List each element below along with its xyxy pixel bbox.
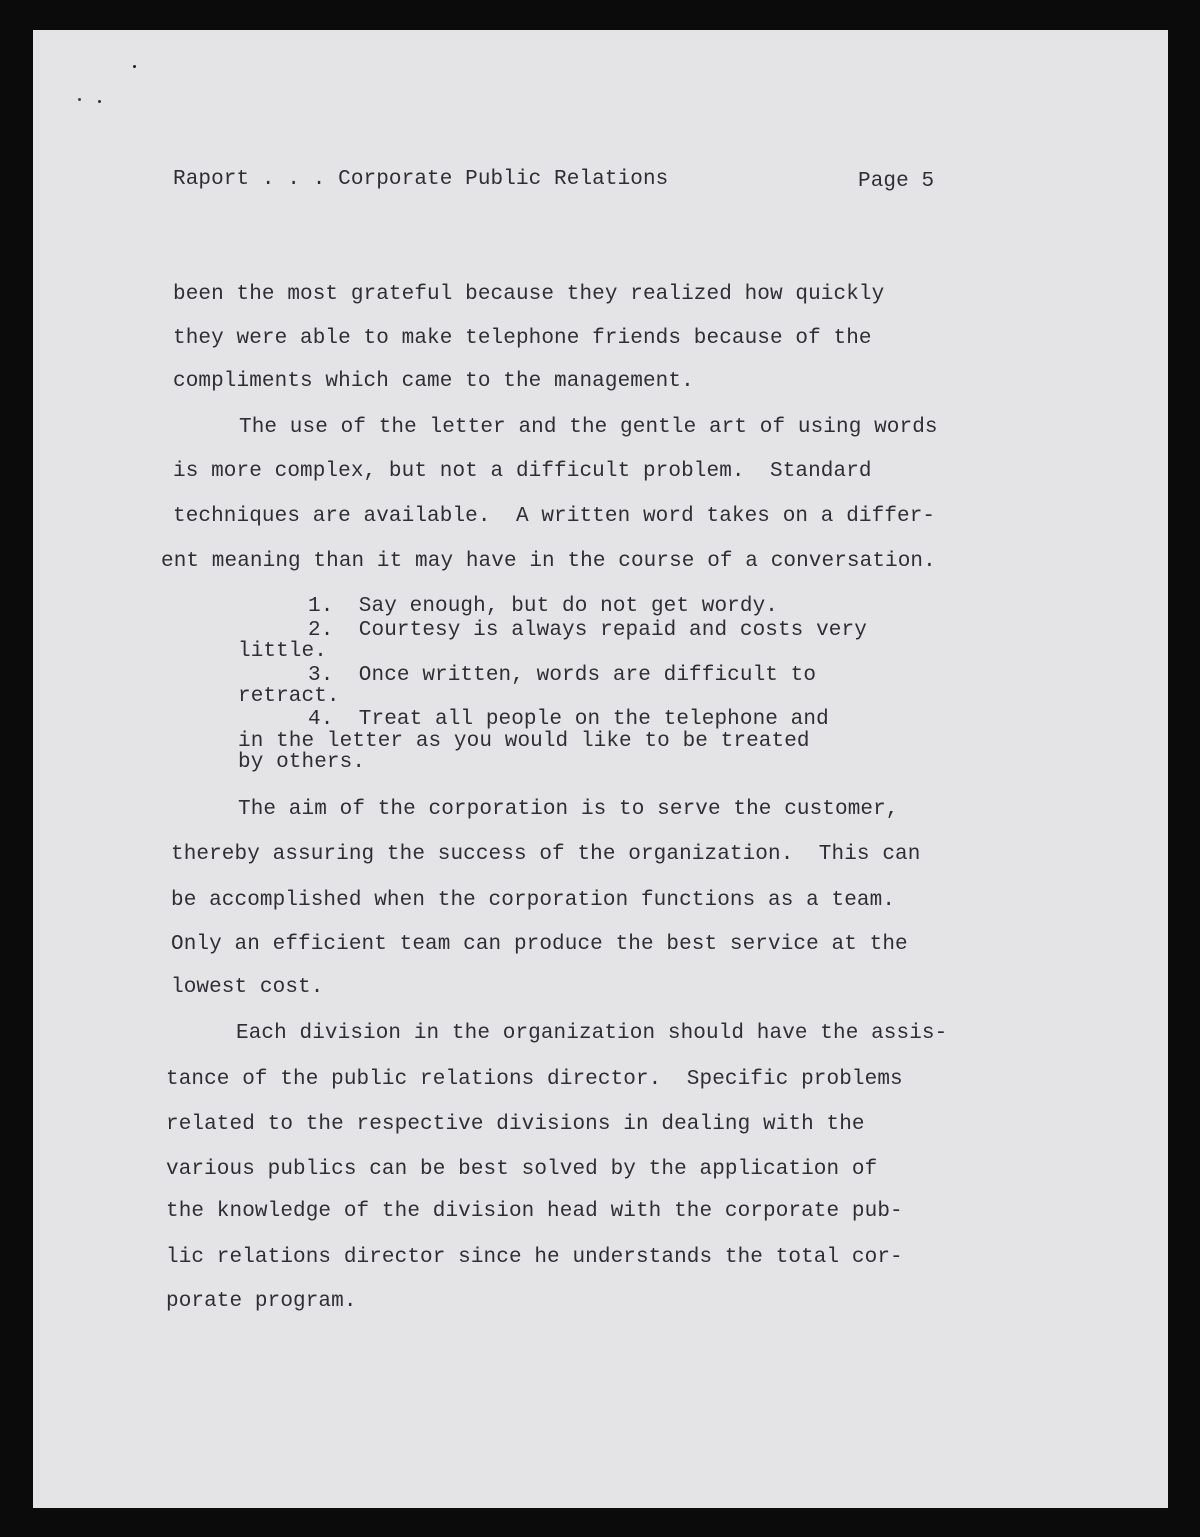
paragraph-line: is more complex, but not a difficult problem. Standard	[173, 460, 872, 483]
list-item: retract.	[238, 685, 340, 708]
paragraph-line: tance of the public relations director. Specific problems	[166, 1068, 903, 1091]
paragraph-line: be accomplished when the corporation functions as a team.	[171, 889, 896, 912]
list-item: by others.	[238, 751, 366, 774]
paragraph-line: related to the respective divisions in dealing with the	[166, 1113, 865, 1136]
list-item: little.	[238, 640, 327, 663]
list-item: 2. Courtesy is always repaid and costs very	[308, 619, 867, 642]
paper-page	[33, 30, 1168, 1508]
paragraph-line: compliments which came to the management.	[173, 370, 694, 393]
list-item: 4. Treat all people on the telephone and	[308, 708, 829, 731]
paragraph-line: lic relations director since he understands the total cor-	[166, 1246, 903, 1269]
paragraph-line: The aim of the corporation is to serve the customer,	[238, 798, 899, 821]
paragraph-line: The use of the letter and the gentle art of using words	[239, 416, 938, 439]
paragraph-line: Only an efficient team can produce the best service at the	[171, 933, 908, 956]
list-item: in the letter as you would like to be treated	[238, 730, 810, 753]
paragraph-line: thereby assuring the success of the organization. This can	[171, 843, 921, 866]
paragraph-line: been the most grateful because they realized how quickly	[173, 283, 885, 306]
paragraph-line: Each division in the organization should have the assis-	[236, 1022, 948, 1045]
paragraph-line: various publics can be best solved by the application of	[166, 1158, 878, 1181]
paragraph-line: they were able to make telephone friends because of the	[173, 327, 872, 350]
list-item: 1. Say enough, but do not get wordy.	[308, 595, 778, 618]
paragraph-line: ent meaning than it may have in the course of a conversation.	[161, 550, 936, 573]
paragraph-line: techniques are available. A written word takes on a differ-	[173, 505, 936, 528]
paragraph-line: the knowledge of the division head with the corporate pub-	[166, 1200, 903, 1223]
paragraph-line: lowest cost.	[171, 976, 324, 999]
list-item: 3. Once written, words are difficult to	[308, 664, 817, 687]
page-number: Page 5	[858, 170, 935, 193]
paragraph-line: porate program.	[166, 1290, 357, 1313]
header-title: Raport . . . Corporate Public Relations	[173, 168, 669, 191]
